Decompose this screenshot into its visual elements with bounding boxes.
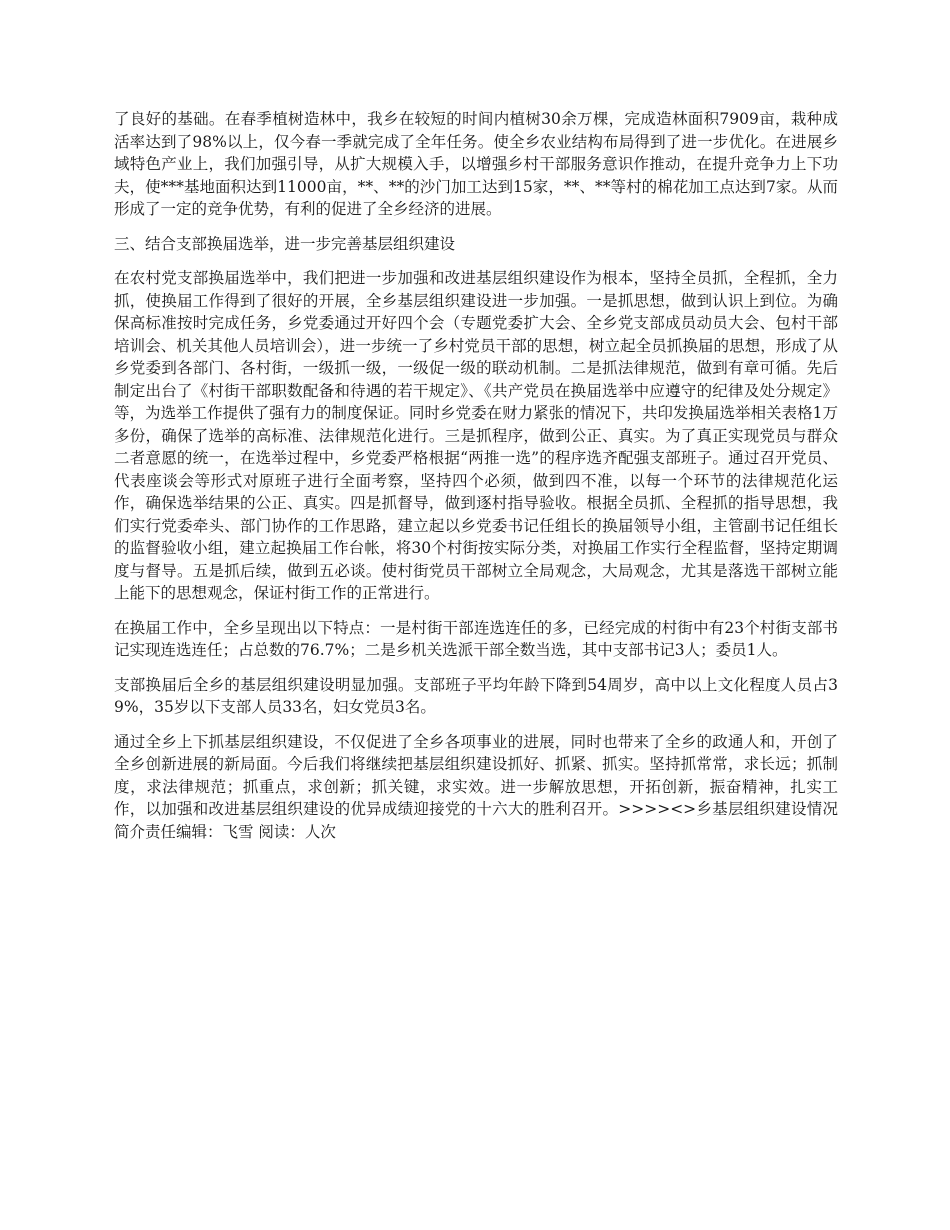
- paragraph-results: 支部换届后全乡的基层组织建设明显加强。支部班子平均年龄下降到54周岁，高中以上文化程度人员占39%，35岁以下支部人员33名，妇女党员3名。: [114, 675, 838, 716]
- paragraph-election: 在农村党支部换届选举中，我们把进一步加强和改进基层组织建设作为根本，坚持全员抓，全程抓，全力抓，使换届工作得到了很好的开展，全乡基层组织建设进一步加强。一是抓思想，做到认识上到位。为确保高标准按时完成任务，乡党委通过开好四个会（专题党委扩大会、全乡党支部成员动员大会、包村干部培训会、机关其他人员培训会），进一步统一了乡村党员干部的思想，树立起全员抓换届的思想，形成了从乡党委到各部门、各村街，一级抓一级，一级促一级的联动机制。二是抓法律规范，做到有章可循。先后制定出台了《村街干部职数配备和待遇的若干规定》、《共产党员在换届选举中应遵守的纪律及处分规定》等，为选举工作提供了强有力的制度保证。同时乡党委在财力紧张的情况下，共印发换届选举相关表格1万多份，确保了选举的高标准、法律规范化进行。三是抓程序，做到公正、真实。为了真正实现党员与群众二者意愿的统一，在选举过程中，乡党委严格根据“两推一选”的程序选齐配强支部班子。通过召开党员、代表座谈会等形式对原班子进行全面考察，坚持四个必须，做到四不准，以每一个环节的法律规范化运作，确保选举结果的公正、真实。四是抓督导，做到逐村指导验收。根据全员抓、全程抓的指导思想，我们实行党委牵头、部门协作的工作思路，建立起以乡党委书记任组长的换届领导小组，主管副书记任组长的监督验收小组，建立起换届工作台帐，将30个村街按实际分类，对换届工作实行全程监督，坚持定期调度与督导。五是抓后续，做到五必谈。使村街党员干部树立全局观念，大局观念，尤其是落选干部树立能上能下的思想观念，保证村街工作的正常进行。: [114, 269, 838, 602]
- paragraph-conclusion: 通过全乡上下抓基层组织建设，不仅促进了全乡各项事业的进展，同时也带来了全乡的政通人和，开创了全乡创新进展的新局面。今后我们将继续把基层组织建设抓好、抓紧、抓实。坚持抓常常，求长远；抓制度，求法律规范；抓重点，求创新；抓关键，求实效。进一步解放思想，开拓创新，振奋精神，扎实工作，以加强和改进基层组织建设的优异成绩迎接党的十六大的胜利召开。>>>><>乡基层组织建设情况简介责任编辑：飞雪 阅读：人次: [114, 732, 838, 841]
- paragraph-intro: 了良好的基础。在春季植树造林中，我乡在较短的时间内植树30余万棵，完成造林面积7909亩，栽种成活率达到了98%以上，仅今春一季就完成了全年任务。使全乡农业结构布局得到了进一步优化。在进展乡域特色产业上，我们加强引导，从扩大规模入手，以增强乡村干部服务意识作推动，在提升竞争力上下功夫，使***基地面积达到11000亩，**、**的沙门加工达到15家，**、**等村的棉花加工点达到7家。从而形成了一定的竞争优势，有利的促进了全乡经济的进展。: [114, 110, 838, 218]
- paragraph-features: 在换届工作中，全乡呈现出以下特点：一是村街干部连选连任的多，已经完成的村街中有23个村街支部书记实现连选连任；占总数的76.7%；二是乡机关选派干部全数当选，其中支部书记3人；委员1人。: [114, 618, 838, 659]
- section-heading: 三、结合支部换届选举，进一步完善基层组织建设: [114, 234, 456, 253]
- document-page: [114, 108, 838, 855]
